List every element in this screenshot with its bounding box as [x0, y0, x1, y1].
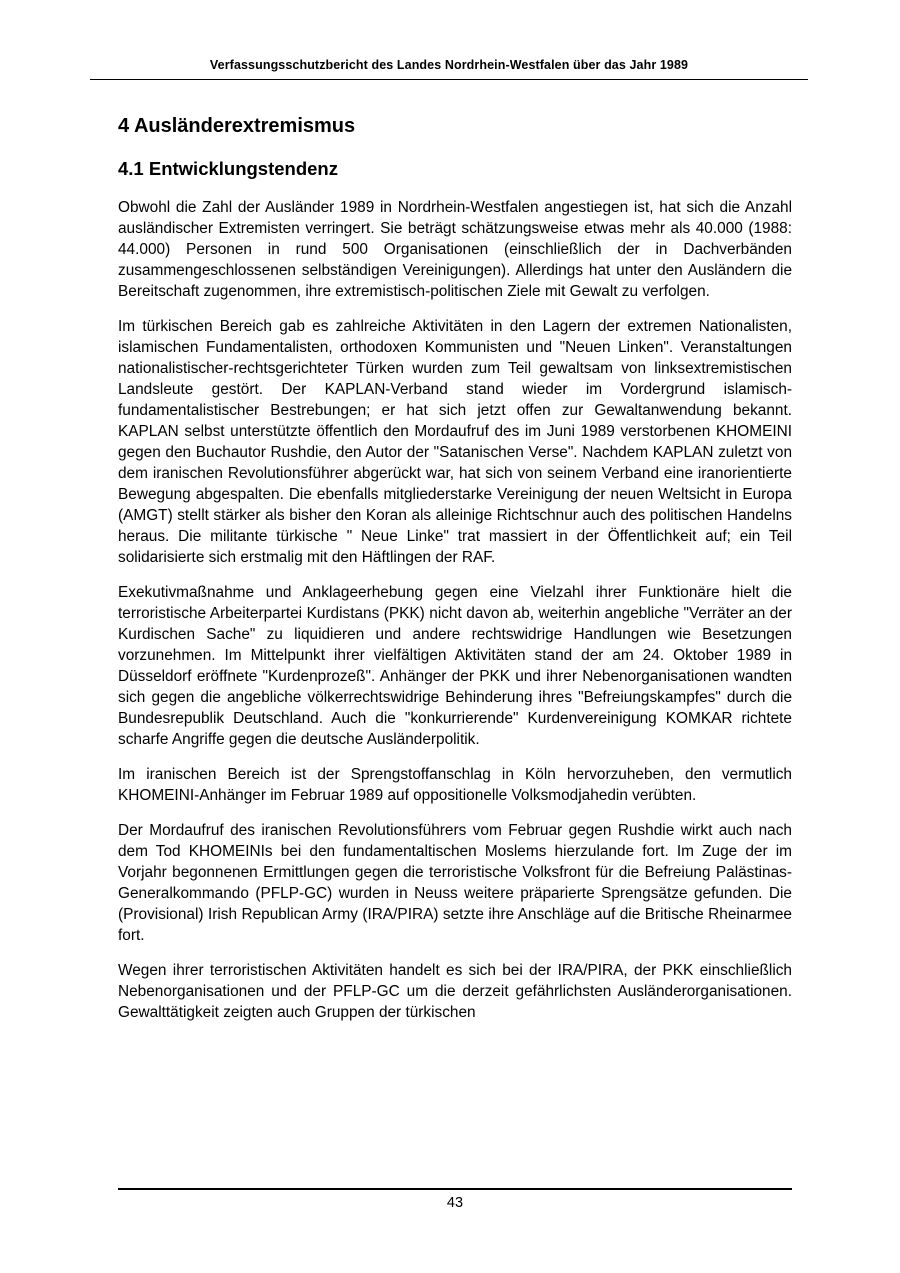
page-number: 43: [446, 1195, 464, 1211]
paragraph-5: Der Mordaufruf des iranischen Revolutionsführers vom Februar gegen Rushdie wirkt auch nach dem Tod KHOMEINIs bei den fundamentaltischen Moslems hierzulande fort. Im Zuge der im Vorjahr begonnenen Ermittlungen gegen die terroristische Volksfront für die Befreiung Palästinas-Generalkommando (PFLP-GC) wurden in Neuss weitere präparierte Sprengsätze gefunden. Die (Provisional) Irish Republican Army (IRA/PIRA) setzte ihre Anschläge auf die Britische Rheinarmee fort.: [118, 822, 792, 944]
paragraph-6: Wegen ihrer terroristischen Aktivitäten handelt es sich bei der IRA/PIRA, der PKK einschließlich Nebenorganisationen und der PFLP-GC um die derzeit gefährlichsten Ausländerorganisationen. Gewalttätigkeit zeigten auch Gruppen der türkischen: [118, 962, 792, 1021]
running-header-title: Verfassungsschutzbericht des Landes Nordrhein-Westfalen über das Jahr 1989: [209, 58, 689, 72]
paragraph-3: Exekutivmaßnahme und Anklageerhebung gegen eine Vielzahl ihrer Funktionäre hielt die terroristische Arbeiterpartei Kurdistans (PKK) nicht davon ab, weiterhin angebliche "Verräter an der Kurdischen Sache" zu liquidieren und andere rechtswidrige Handlungen wie Besetzungen vorzunehmen. Im Mittelpunkt ihrer vielfältigen Aktivitäten stand der am 24. Oktober 1989 in Düsseldorf eröffnete "Kurdenprozeß". Anhänger der PKK und ihrer Nebenorganisationen wandten sich gegen die angebliche völkerrechtswidrige Behinderung ihres "Befreiungskampfes" durch die Bundesrepublik Deutschland. Auch die "konkurrierende" Kurdenvereinigung KOMKAR richtete scharfe Angriffe gegen die deutsche Ausländerpolitik.: [118, 584, 792, 748]
section-heading: 4 Ausländerextremismus: [118, 115, 356, 137]
page-content: [118, 114, 792, 1037]
footer-rule: [118, 1188, 792, 1190]
page-header: [90, 58, 808, 80]
paragraph-4: Im iranischen Bereich ist der Sprengstoffanschlag in Köln hervorzuheben, den vermutlich KHOMEINI-Anhänger im Februar 1989 auf oppositionelle Volksmodjahedin verübten.: [118, 766, 792, 804]
page-footer: [118, 1188, 792, 1211]
subsection-heading: 4.1 Entwicklungstendenz: [118, 158, 338, 179]
paragraph-1: Obwohl die Zahl der Ausländer 1989 in Nordrhein-Westfalen angestiegen ist, hat sich die Anzahl ausländischer Extremisten verringert. Sie beträgt schätzungsweise etwas mehr als 40.000 (1988: 44.000) Personen in rund 500 Organisationen (einschließlich der in Dachverbänden zusammengeschlossenen selbständigen Vereinigungen). Allerdings hat unter den Ausländern die Bereitschaft zugenommen, ihre extremistisch-politischen Ziele mit Gewalt zu verfolgen.: [118, 199, 792, 300]
paragraph-2: Im türkischen Bereich gab es zahlreiche Aktivitäten in den Lagern der extremen Nationalisten, islamischen Fundamentalisten, orthodoxen Kommunisten und "Neuen Linken". Veranstaltungen nationalistischer-rechtsgerichteter Türken wurden zum Teil gewaltsam von linksextremistischen Landsleute gestört. Der KAPLAN-Verband stand wieder im Vordergrund islamisch-fundamentalistischer Bestrebungen; er hat sich jetzt offen zur Gewaltanwendung bekannt. KAPLAN selbst unterstützte öffentlich den Mordaufruf des im Juni 1989 verstorbenen KHOMEINI gegen den Buchautor Rushdie, den Autor der "Satanischen Verse". Nachdem KAPLAN zuletzt von dem iranischen Revolutionsführer abgerückt war, hat sich von seinem Verband eine iranorientierte Bewegung abgespalten. Die ebenfalls mitgliederstarke Vereinigung der neuen Weltsicht in Europa (AMGT) stellt stärker als bisher den Koran als alleinige Richtschnur auch des politischen Handelns heraus. Die militante türkische " Neue Linke" trat massiert in der Öffentlichkeit auf; ein Teil solidarisierte sich erstmalig mit den Häftlingen der RAF.: [118, 318, 792, 566]
header-rule: [90, 79, 808, 80]
